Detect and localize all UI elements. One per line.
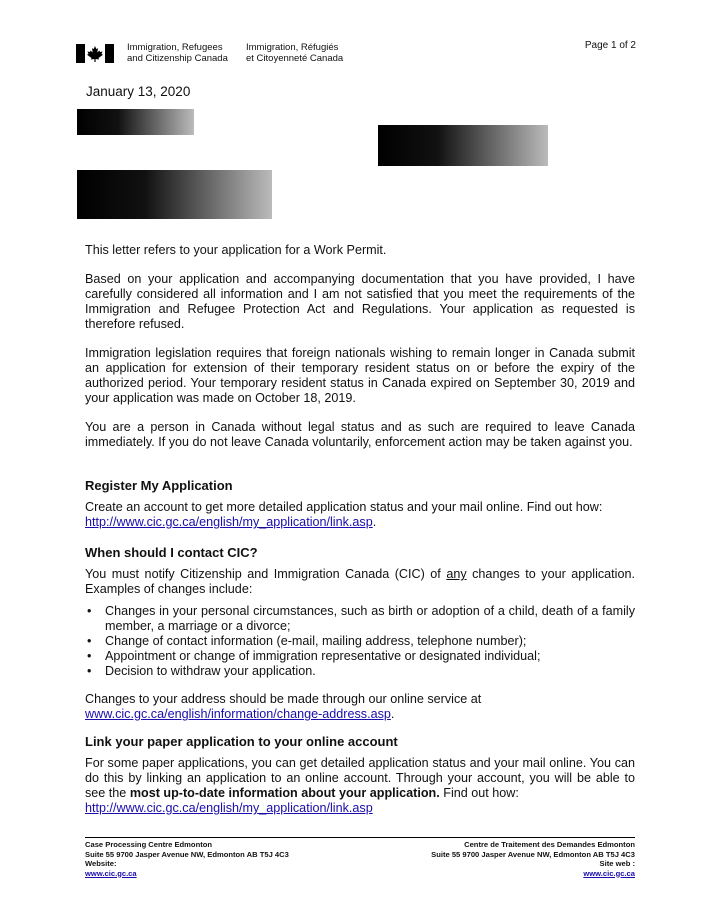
redacted-block-address xyxy=(77,170,272,219)
contact-text-a: You must notify Citizenship and Immigration Canada (CIC) of xyxy=(85,567,447,581)
register-section xyxy=(85,500,635,530)
footer-divider xyxy=(85,837,635,838)
link-text-bold: most up-to-date information about your application. xyxy=(129,786,440,800)
page-number: Page 1 of 2 xyxy=(584,40,636,51)
paragraph-decision: Based on your application and accompanying documentation that you have provided, I have carefully considered all information and I am not satisfied that you meet the requirements of the Immigration and Refugee Protection Act and Regulations. Your application as requested is therefore refused. xyxy=(85,272,635,331)
footer-en-office: Case Processing Centre Edmonton xyxy=(85,840,213,849)
register-period: . xyxy=(372,515,377,529)
address-text: Changes to your address should be made through our online service at xyxy=(85,692,482,706)
letter-body xyxy=(85,243,635,450)
redacted-block-name xyxy=(77,109,194,135)
dept-en-line1: Immigration, Refugees xyxy=(127,42,223,53)
footer-en-address: Suite 55 9700 Jasper Avenue NW, Edmonton AB T5J 4C3 xyxy=(85,849,289,859)
footer-en xyxy=(85,840,289,878)
paragraph-intro: This letter refers to your application for a Work Permit. xyxy=(85,243,387,257)
link-account-section xyxy=(85,756,635,816)
link-account-link[interactable]: http://www.cic.gc.ca/english/my_application/link.asp xyxy=(85,801,373,815)
list-item: • Change of contact information (e-mail, mailing address, telephone number); xyxy=(85,634,635,649)
changes-list xyxy=(85,604,635,679)
dept-en-line2: and Citizenship Canada xyxy=(127,53,228,64)
footer-fr-website-label: Site web : xyxy=(599,859,635,868)
list-item: • Decision to withdraw your application. xyxy=(85,664,635,679)
dept-fr-line2: et Citoyenneté Canada xyxy=(246,53,344,64)
footer-fr-website-link[interactable]: www.cic.gc.ca xyxy=(583,868,635,878)
footer-fr-office: Centre de Traitement des Demandes Edmonton xyxy=(464,840,635,849)
dept-fr-line1: Immigration, Réfugiés xyxy=(246,42,339,53)
paragraph-legislation: Immigration legislation requires that foreign nationals wishing to remain longer in Canada submit an application for extension of their temporary resident status on or before the expiry of the authorized period. Your temporary resident status in Canada expired on September 30, 2019 and your application was made on October 18, 2019. xyxy=(85,346,635,405)
contact-text-b: changes to your application. Examples of changes include: xyxy=(85,567,635,596)
contact-text-any: any xyxy=(446,567,467,581)
department-name-en xyxy=(127,42,228,64)
contact-section xyxy=(85,567,635,722)
register-text: Create an account to get more detailed application status and your mail online. Find out how: xyxy=(85,500,603,514)
register-heading: Register My Application xyxy=(85,478,233,493)
canada-flag-icon xyxy=(76,44,114,63)
link-account-heading: Link your paper application to your online account xyxy=(85,734,398,749)
footer-fr xyxy=(431,840,635,878)
change-address-link[interactable]: www.cic.gc.ca/english/information/change-address.asp xyxy=(85,707,391,721)
footer-en-website-label: Website: xyxy=(85,859,117,868)
register-link[interactable]: http://www.cic.gc.ca/english/my_application/link.asp xyxy=(85,515,373,529)
list-item: • Changes in your personal circumstances, such as birth or adoption of a child, death of a family member, a marriage or a divorce; xyxy=(85,604,635,634)
department-name-fr xyxy=(246,42,343,64)
list-item: • Appointment or change of immigration representative or designated individual; xyxy=(85,649,635,664)
link-text-b: Find out how: xyxy=(439,786,519,800)
letter-date: January 13, 2020 xyxy=(86,84,191,99)
paragraph-status: You are a person in Canada without legal status and as such are required to leave Canada immediately. If you do not leave Canada voluntarily, enforcement action may be taken against you. xyxy=(85,420,635,449)
contact-heading: When should I contact CIC? xyxy=(85,545,258,560)
footer-fr-address: Suite 55 9700 Jasper Avenue NW, Edmonton AB T5J 4C3 xyxy=(431,849,635,859)
address-period: . xyxy=(390,707,395,721)
link-text-a: For some paper applications, you can get detailed application status and your mail online. You can do this by linking an application to an online account. Through your account, you will be able to see the xyxy=(85,756,635,800)
footer-en-website-link[interactable]: www.cic.gc.ca xyxy=(85,868,137,878)
redacted-block-reference xyxy=(378,125,548,166)
